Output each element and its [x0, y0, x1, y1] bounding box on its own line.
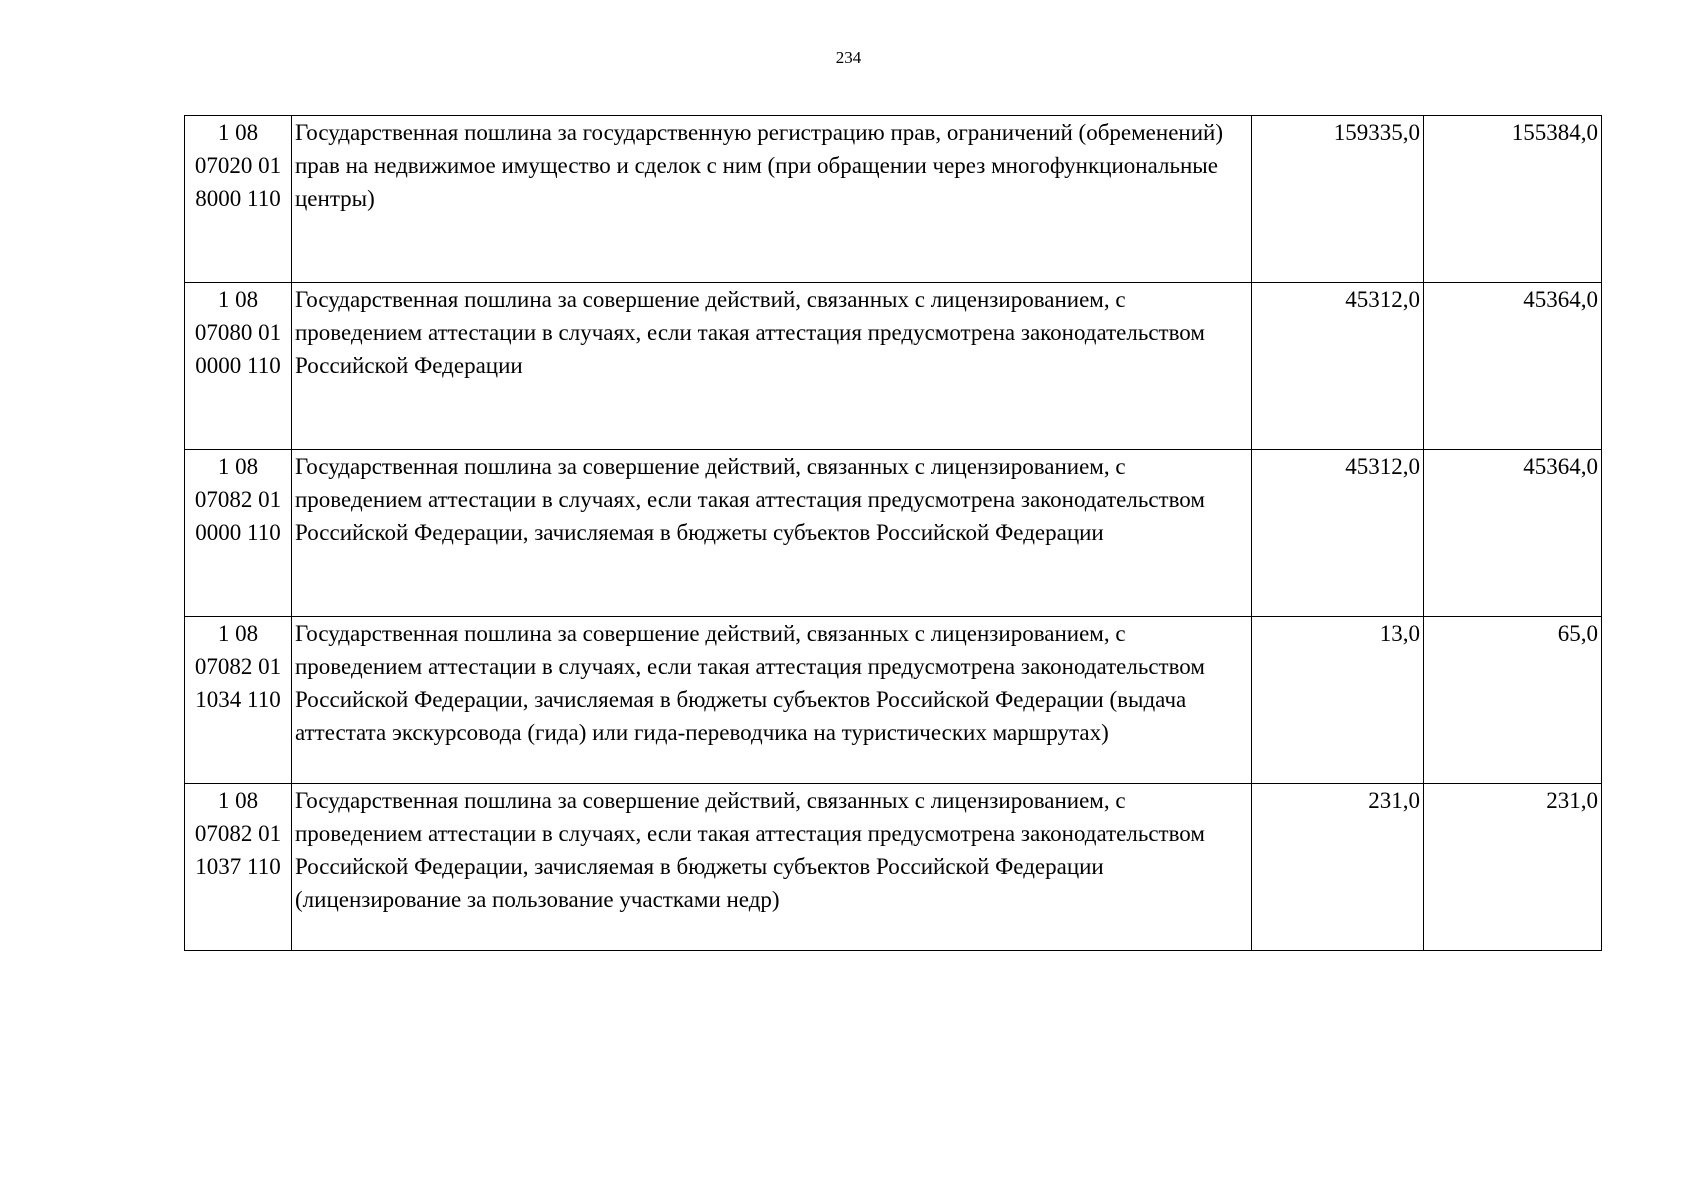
- budget-code-cell: 1 08 07082 01 1034 110: [185, 617, 292, 784]
- table-row: [185, 450, 1602, 617]
- amount-year2-cell: 231,0: [1424, 784, 1602, 951]
- amount-year2-cell: 45364,0: [1424, 450, 1602, 617]
- revenue-name-cell: Государственная пошлина за совершение действий, связанных с лицензированием, с проведением аттестации в случаях, если такая аттестация предусмотрена законодательством Российской Федерации, зачисляемая в бюджеты субъектов Российской Федерации (выдача аттестата экскурсовода (гида) или гида-переводчика на туристических маршрутах): [292, 617, 1252, 784]
- revenue-table: [184, 115, 1602, 951]
- page-number: 234: [835, 48, 862, 67]
- amount-year1-cell: 231,0: [1252, 784, 1424, 951]
- amount-year1-cell: 13,0: [1252, 617, 1424, 784]
- table-row: [185, 617, 1602, 784]
- revenue-name-cell: Государственная пошлина за совершение действий, связанных с лицензированием, с проведением аттестации в случаях, если такая аттестация предусмотрена законодательством Российской Федерации, зачисляемая в бюджеты субъектов Российской Федерации (лицензирование за пользование участками недр): [292, 784, 1252, 951]
- revenue-name-cell: Государственная пошлина за государственную регистрацию прав, ограничений (обременений) прав на недвижимое имущество и сделок с ним (при обращении через многофункциональные центры): [292, 116, 1252, 283]
- budget-code-cell: 1 08 07082 01 1037 110: [185, 784, 292, 951]
- amount-year1-cell: 45312,0: [1252, 283, 1424, 450]
- amount-year1-cell: 159335,0: [1252, 116, 1424, 283]
- budget-code-cell: 1 08 07082 01 0000 110: [185, 450, 292, 617]
- budget-code-cell: 1 08 07080 01 0000 110: [185, 283, 292, 450]
- amount-year2-cell: 65,0: [1424, 617, 1602, 784]
- amount-year2-cell: 45364,0: [1424, 283, 1602, 450]
- amount-year2-cell: 155384,0: [1424, 116, 1602, 283]
- amount-year1-cell: 45312,0: [1252, 450, 1424, 617]
- table-row: [185, 784, 1602, 951]
- revenue-name-cell: Государственная пошлина за совершение действий, связанных с лицензированием, с проведением аттестации в случаях, если такая аттестация предусмотрена законодательством Российской Федерации, зачисляемая в бюджеты субъектов Российской Федерации: [292, 450, 1252, 617]
- table-row: [185, 283, 1602, 450]
- budget-code-cell: 1 08 07020 01 8000 110: [185, 116, 292, 283]
- revenue-name-cell: Государственная пошлина за совершение действий, связанных с лицензированием, с проведением аттестации в случаях, если такая аттестация предусмотрена законодательством Российской Федерации: [292, 283, 1252, 450]
- table-row: [185, 116, 1602, 283]
